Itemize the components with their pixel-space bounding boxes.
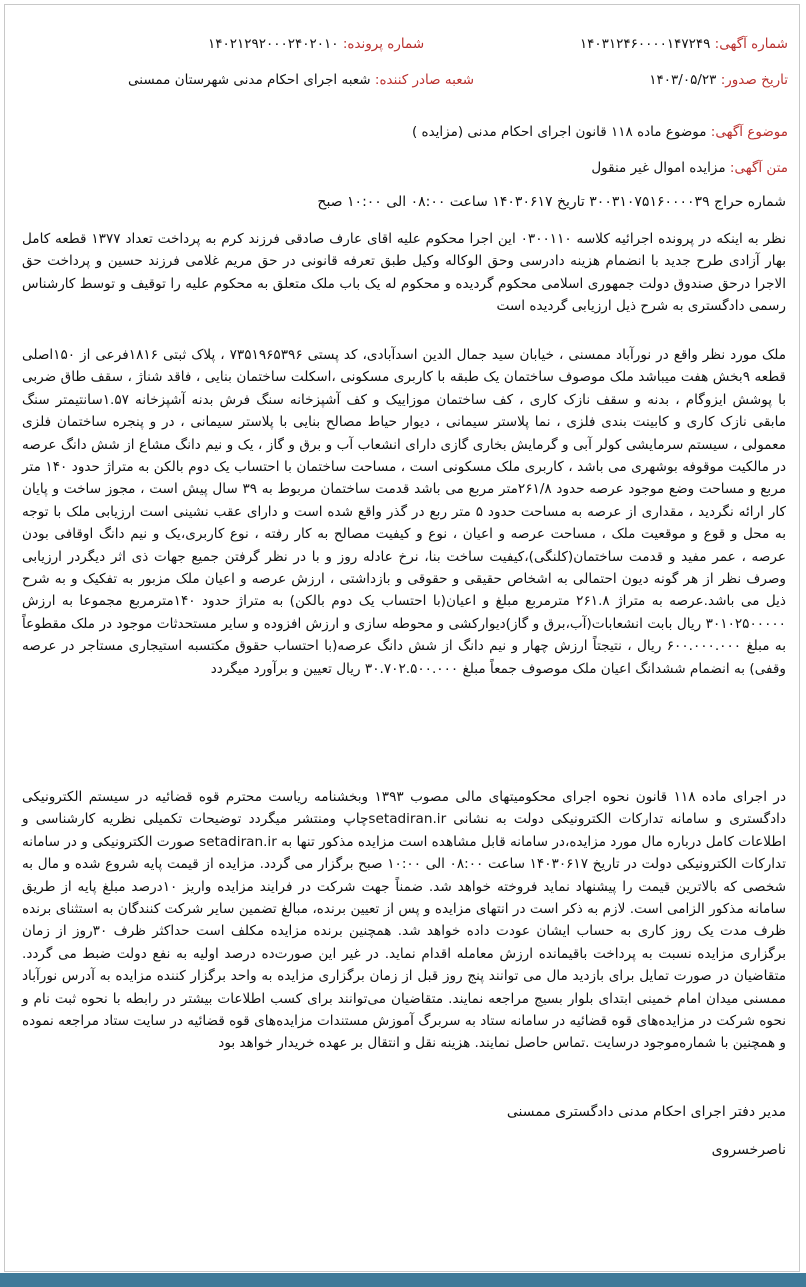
notice-number-field	[580, 36, 788, 52]
paragraph-auction-terms: در اجرای ماده ۱۱۸ قانون نحوه اجرای محکومیتهای مالی مصوب ۱۳۹۳ وبخشنامه ریاست محترم قوه قضائیه در سیستم الکترونیکی دادگستری و سامانه تدارکات الکترونیکی دولت به نشانی setadiran.irچاپ ومنتشر میگردد توضیحات تکمیلی نظریه کارشناسی و اطلاعات کامل درباره مال مورد مزایده،در سامانه قابل مشاهده است مزایده مذکور تنها به setadiran.ir صورت الکترونیکی و در سامانه تدارکات الکترونیکی دولت در تاریخ ۱۴۰۳۰۶۱۷ ساعت ۰۸:۰۰ الی ۱۰:۰۰ صبح برگزار می گردد. مزایده از قیمت پایه شروع شده و مال به شخصی که بالاترین قیمت را پیشنهاد نماید فروخته خواهد شد. ضمناً جهت شرکت در فرایند مزایده واریز ۱۰درصد مبلغ پایه از طریق سامانه مذکور الزامی است. لازم به ذکر است در انتهای مزایده و پس از تعیین برنده، مبالغ تضمین سایر شرکت کنندگان به استثنای برنده ظرف مدت یک روز کاری به حساب ایشان عودت داده خواهد شد. همچنین برنده مزایده مکلف است حداکثر ظرف ۳۰روز از زمان برگزاری مزایده نسبت به پرداخت باقیمانده ارزش معامله اقدام نماید. در غیر این صورت‌ده درصد اولیه به نفع دولت ضبط می گردد. متقاضیان در صورت تمایل برای بازدید مال می توانند پنج روز قبل از زمان برگزاری مزایده به واحد برگزار کننده مزایده به آدرس نورآباد ممسنی میدان امام خمینی ابتدای بلوار بسیج مراجعه نمایند. متقاضیان می‌توانند برای کسب اطلاعات بیشتر در رابطه با نحوه ثبت نام و نحوه شرکت در مزایده‌های قوه قضائیه در سامانه ستاد به سربرگ آموزش مستندات مزایده‌های قوه قضائیه در سایت ستاد مراجعه نموده و همچنین با شماره‌موجود درسایت .تماس حاصل نمایند. هزینه نقل و انتقال بر عهده خریدار خواهد بود	[22, 789, 786, 1052]
case-number-value: ۱۴۰۲۱۲۹۲۰۰۰۲۴۰۲۰۱۰	[208, 36, 339, 52]
issue-date-field	[649, 72, 788, 88]
bottom-bar	[0, 1273, 806, 1287]
subject-value: موضوع ماده ۱۱۸ قانون اجرای احکام مدنی (مزایده )	[411, 124, 707, 140]
paragraph-property-description: ملک مورد نظر واقع در نورآباد ممسنی ، خیابان سید جمال الدین اسدآبادی، کد پستی ۷۳۵۱۹۶۵۳۹۶ ، پلاک ثبتی ۱۸۱۶فرعی از ۱۵۰اصلی قطعه ۹بخش هفت میباشد ملک موصوف ساختمان یک طبقه با کاربری مسکونی ،اسکلت ساختمان بنایی ، فاقد شناژ ، سقف طاق ضربی با پوشش ایزوگام ، بدنه و سقف نازک کاری ، کف ساختمان موزاییک و کف آشپزخانه سنگ فرش بدنه آشپزخانه ۱.۵۷سانتیمتر سنگ مابقی نازک کاری و کابینت بندی فلزی ، نما پلاستر سیمانی ، دیوار حیاط مصالح بنایی با پلاستر سیمانی ، در و پنجره ساختمان فلزی معمولی ، سیستم سرمایشی کولر آبی و گرمایش بخاری گازی دارای انشعاب آب و برق و گاز ، یک و نیم دانگ مشاع از شش دانگ عرصه در مالکیت موقوفه بوشهری می باشد ، کاربری ملک مسکونی است ، مساحت ساختمان با احتساب یک دوم بالکن به متراژ حدود ۱۴۰ متر مربع و مساحت وضع موجود عرصه حدود ۲۶۱/۸متر مربع می باشد قدمت ساختمان مربوط به ۳۹ سال پیش است ، مجوز ساخت و پایان کار ارائه نگردید ، مقداری از عرصه به مساحت حدود ۵ متر ربع در گذر واقع شده است و دارای عقب نشینی است ارزیابی ملک با توجه به محل و قوع و موقعیت ملک ، مساحت عرصه و اعیان ، نوع و کیفیت مصالح به کار رفته ، نوع کاربری،یک و نیم دانگ اوقافی بودن عرصه ، عمر مفید و قدمت ساختمان(کلنگی)،کیفیت ساخت بنا، نرخ عادله روز و با در نظر گرفتن جمیع جهات ذی اثر دیگردر ارزیابی وصرف نظر از هر گونه دیون احتمالی به اشخاص حقیقی و حقوقی و بازداشتی ، ارزش عرصه و اعیان ملک مزبور به تفکیک و به شرح ذیل می باشد.عرصه به متراژ ۲۶۱.۸ مترمربع مبلغ و اعیان(با احتساب یک دوم بالکن) به متراژ حدود ۱۴۰مترمربع مجموعا به ارزش ۳۰۱۰۲۵۰۰۰۰۰ ریال بابت انشعابات(آب،برق و گاز)دیوارکشی و محوطه سازی و ارزش افزوده و سایر مستحدثات موجود در ملک مقطوعاً به مبلغ ۶۰۰.۰۰۰.۰۰۰ ریال ، نتیجتاً ارزش چهار و نیم دانگ از شش دانگ عرصه(با احتساب حقوق مکتسبه استیجاری مستاجر در عرصه وقفی) به انضمام ششدانگ اعیان ملک موصوف جمعاً مبلغ ۳۰.۷۰۲.۵۰۰.۰۰۰ ریال تعیین و برآورد میگردد	[22, 347, 787, 677]
subject-label: موضوع آگهی:	[710, 124, 788, 140]
issuing-branch-label: شعبه صادر کننده:	[374, 72, 475, 88]
paragraph-case-summary: نظر به اینکه در پرونده اجرائیه کلاسه ۰۳۰۰۱۱۰ این اجرا محکوم علیه اقای عارف صادقی فرزند کرم به پرداخت تعداد ۱۳۷۷ قطعه کامل بهار آزادی طرح جدید با انضمام هزینه دادرسی وحق الوکاله وکیل طبق تعرفه قانونی در حق مریم غلامی فرزند حسین و پرداخت حق الاجرا درحق صندوق دولت جمهوری اسلامی محکوم گردیده و محکوم له یک باب ملک متعلق به محکوم علیه را توقیف و توسط کارشناس رسمی دادگستری به شرح ذیل ارزیابی گردیده است	[22, 231, 786, 315]
signature-title: مدیر دفتر اجرای احکام مدنی دادگستری ممسنی	[506, 1104, 786, 1120]
signature-name: ناصرخسروی	[711, 1142, 786, 1158]
notice-number-label: شماره آگهی:	[714, 36, 788, 52]
text-header-field	[591, 160, 788, 176]
case-number-label: شماره پرونده:	[342, 36, 425, 52]
issuing-branch-value: شعبه اجرای احکام مدنی شهرستان ممسنی	[128, 72, 371, 88]
issuing-branch-field	[128, 72, 474, 88]
text-header-value: مزایده اموال غیر منقول	[591, 160, 726, 176]
subject-field	[412, 124, 788, 140]
text-header-label: متن آگهی:	[729, 160, 788, 176]
case-number-field	[208, 36, 424, 52]
issue-date-label: تاریخ صدور:	[720, 72, 788, 88]
issue-date-value: ۱۴۰۳/۰۵/۲۳	[649, 72, 717, 88]
auction-line: شماره حراج ۳۰۰۳۱۰۷۵۱۶۰۰۰۰۳۹ تاریخ ۱۴۰۳۰۶۱۷ ساعت ۰۸:۰۰ الی ۱۰:۰۰ صبح	[317, 194, 786, 210]
notice-number-value: ۱۴۰۳۱۲۴۶۰۰۰۰۱۴۷۲۴۹	[579, 36, 711, 52]
